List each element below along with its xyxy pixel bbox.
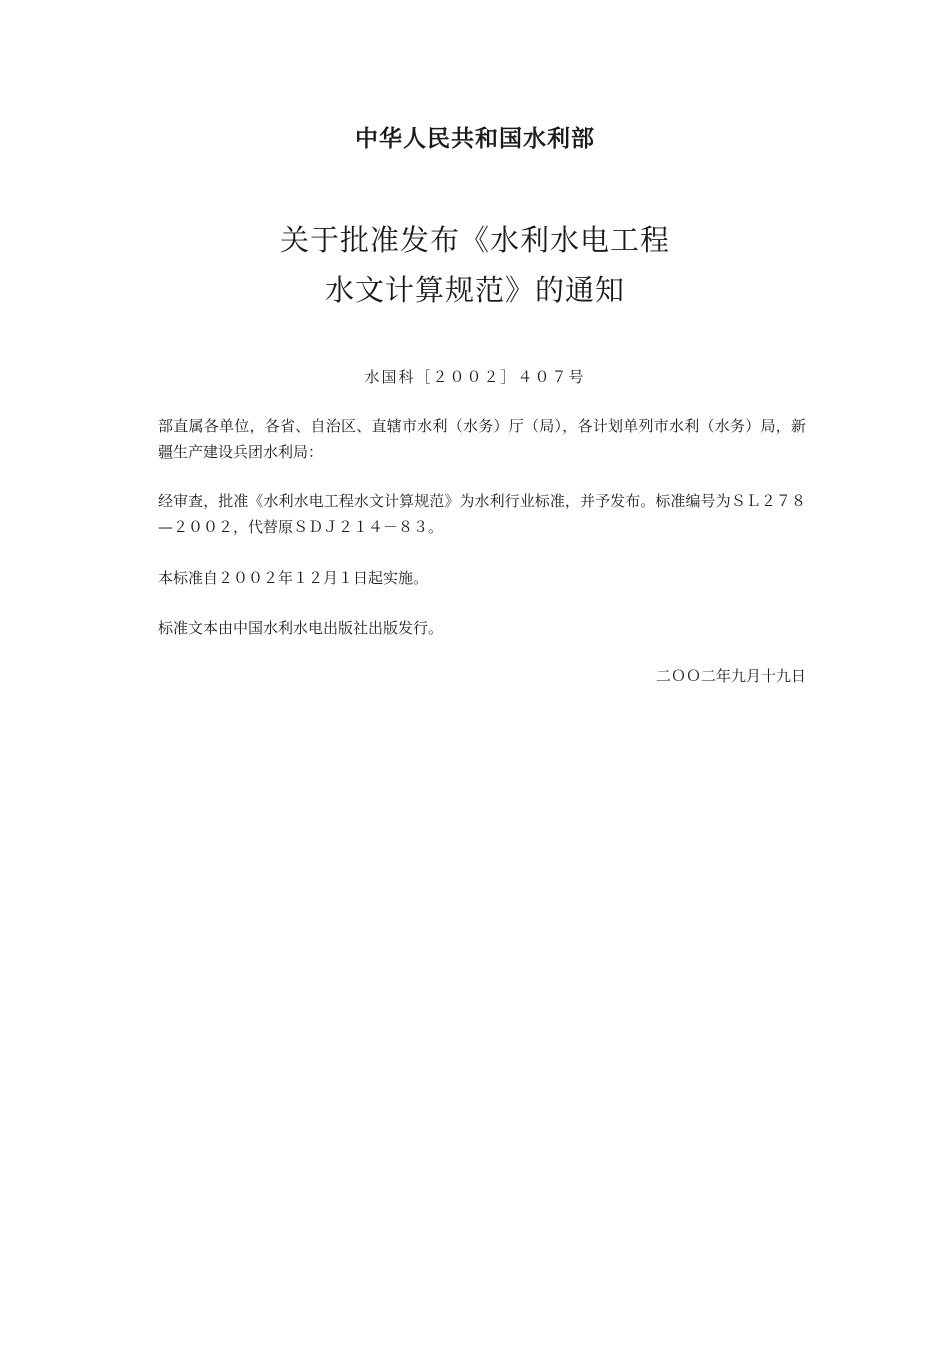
notice-title-line-1: 关于批准发布《水利水电工程: [279, 223, 670, 257]
document-number: 水国科［２００２］４０７号: [364, 368, 586, 386]
publisher-paragraph: 标准文本由中国水利水电出版社出版发行。: [158, 619, 444, 637]
issuer-heading: 中华人民共和国水利部: [355, 125, 595, 152]
body-paragraph: 经审查，批准《水利水电工程水文计算规范》为水利行业标准，并予发布。标准编号为ＳＬ２７８—２００２，代替原ＳＤＪ２１４－８３。: [158, 492, 806, 536]
effective-date-paragraph: 本标准自２００２年１２月１日起实施。: [158, 569, 429, 587]
addressee-paragraph: 部直属各单位，各省、自治区、直辖市水利（水务）厅（局），各计划单列市水利（水务）局，新疆生产建设兵团水利局：: [158, 417, 806, 461]
notice-title-line-2: 水文计算规范》的通知: [324, 273, 625, 307]
issue-date: 二ＯＯ二年九月十九日: [655, 667, 806, 685]
